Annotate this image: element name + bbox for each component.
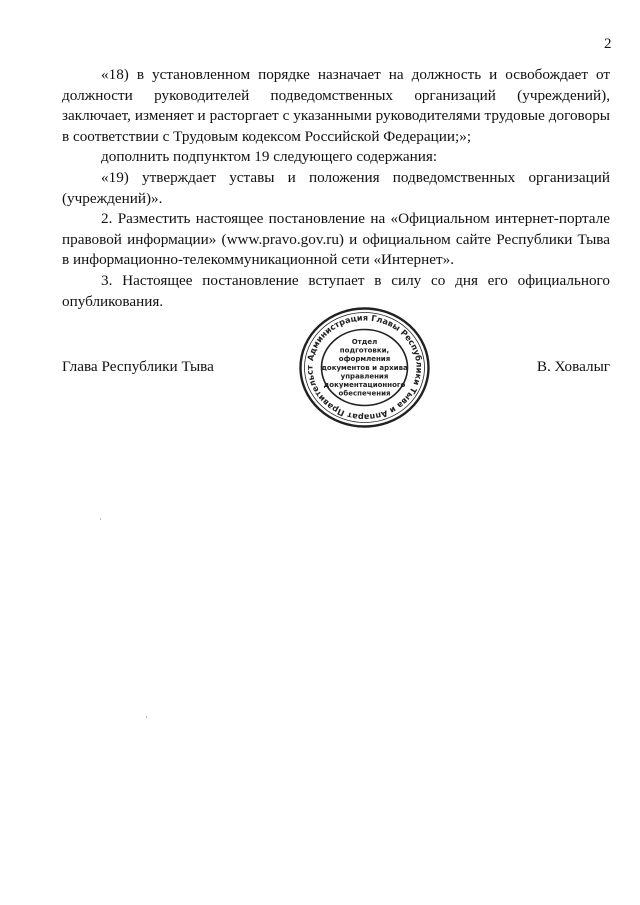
scan-speck <box>146 716 147 718</box>
paragraph-effective-date: 3. Настоящее постановление вступает в силу со дня его официального опубликования. <box>62 271 610 310</box>
paragraph-item-18: «18) в установленном порядке назначает на должность и освобождает от должности руководителей подведомственных организаций (учреждений), заключает, изменяет и расторгает с указанными руководителями трудовые договоры в соответствии с Трудовым кодексом Российской Федерации;»; <box>62 66 610 145</box>
paragraph-item-19: «19) утверждает уставы и положения подведомственных организаций (учреждений)». <box>62 168 610 207</box>
seal-graphic <box>298 306 431 429</box>
seal-ring-text: Администрация Главы Республики Тыва и Аппарат Правительст <box>304 312 425 423</box>
official-seal-stamp <box>298 306 431 429</box>
seal-center-line: документационного <box>323 381 406 389</box>
seal-center-line: обеспечения <box>338 389 391 398</box>
scan-speck <box>100 518 101 520</box>
seal-center-line: документов и архива <box>321 363 408 372</box>
seal-center-line: оформления <box>338 355 391 364</box>
signatory-position: Глава Республики Тыва <box>62 358 214 375</box>
paragraph-publication: 2. Разместить настоящее постановление на «Официальном интернет-портале правовой информации» (www.pravo.gov.ru) и официальном сайте Республики Тыва в информационно-телекоммуникационной сети «Интернет». <box>62 210 610 269</box>
signatory-name: В. Ховалыг <box>536 358 610 375</box>
page-number: 2 <box>604 36 612 52</box>
document-body <box>62 65 610 312</box>
seal-center-line: управления <box>340 372 389 381</box>
seal-center-text <box>321 338 408 398</box>
seal-center-line: Отдел <box>351 338 378 346</box>
paragraph-add-item-19: дополнить подпунктом 19 следующего содержания: <box>101 148 438 166</box>
seal-center-line: подготовки, <box>339 346 390 355</box>
